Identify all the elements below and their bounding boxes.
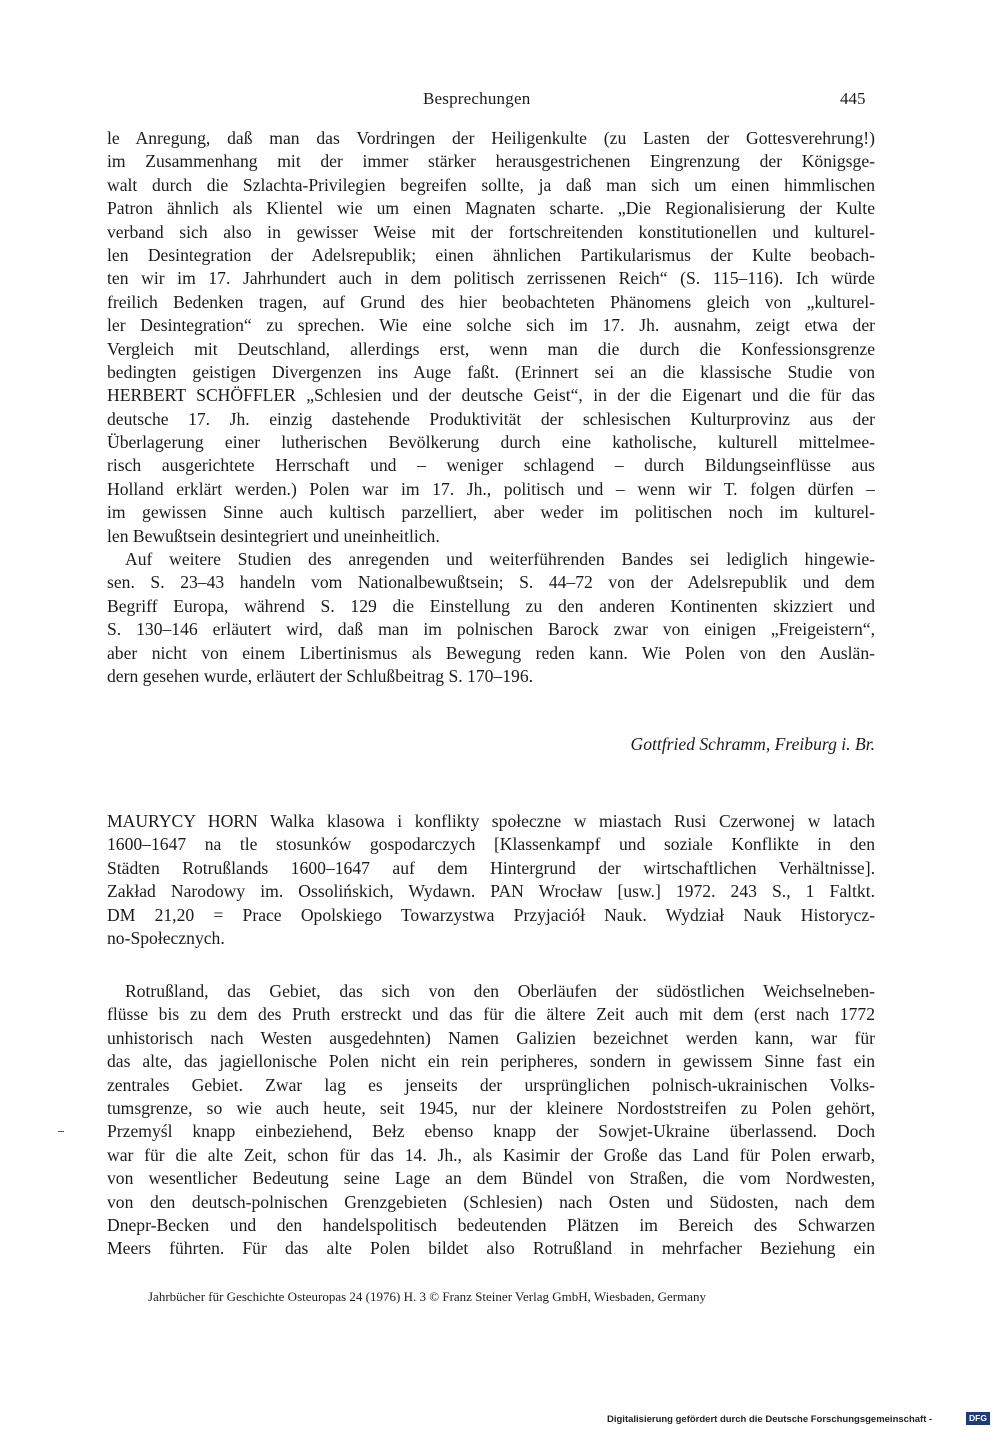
- text-line: Przemyśl knapp einbeziehend, Bełz ebenso knapp der Sowjet-Ukraine überlassend. Doch: [107, 1121, 875, 1142]
- text-line: Dnepr-Becken und den handelspolitisch bedeutenden Plätzen im Bereich des Schwarzen: [107, 1214, 875, 1235]
- page-number: 445: [840, 89, 866, 108]
- review-1-text: [107, 127, 875, 688]
- text-line: Überlagerung einer lutherischen Bevölkerung durch eine katholische, kulturell mittelmee-: [107, 432, 875, 453]
- text-line: zentrales Gebiet. Zwar lag es jenseits der ursprünglichen polnisch-ukrainischen Volks-: [107, 1074, 875, 1095]
- text-line: Vergleich mit Deutschland, allerdings erst, wenn man die durch die Konfessionsgrenze: [107, 338, 875, 359]
- text-line: im gewissen Sinne auch kultisch parzelliert, aber weder im politischen noch im kulturel-: [107, 502, 875, 523]
- text-line: aber nicht von einem Libertinismus als Bewegung reden kann. Wie Polen von den Auslän-: [107, 642, 875, 663]
- text-line: bedingten geistigen Divergenzen ins Auge faßt. (Erinnert sei an die klassische Studie von: [107, 361, 875, 382]
- text-line: sen. S. 23–43 handeln vom Nationalbewußtsein; S. 44–72 von der Adelsrepublik und dem: [107, 572, 875, 593]
- text-line: ler Desintegration“ zu sprechen. Wie eine solche sich im 17. Jh. ausnahm, zeigt etwa der: [107, 315, 875, 336]
- review-2-citation: [107, 810, 875, 950]
- citation-line: MAURYCY HORN Walka klasowa i konflikty społeczne w miastach Rusi Czerwonej w latach: [107, 811, 875, 831]
- text-line: verband sich also in gewisser Weise mit der fortschreitenden konstitutionellen und kulturel-: [107, 221, 875, 242]
- text-line: im Zusammenhang mit der immer stärker herausgestrichenen Eingrenzung der Königsge-: [107, 151, 875, 172]
- text-line: len Bewußtsein desintegriert und uneinheitlich.: [107, 525, 440, 546]
- text-line: Begriff Europa, während S. 129 die Einstellung zu den anderen Kontinenten skizziert und: [107, 595, 875, 616]
- text-line: HERBERT SCHÖFFLER „Schlesien und der deutsche Geist“, in der die Eigenart und die für das: [107, 385, 875, 406]
- text-line: von den deutsch-polnischen Grenzgebieten (Schlesien) nach Osten und Südosten, nach dem: [107, 1191, 875, 1212]
- margin-mark: [58, 1131, 64, 1132]
- text-line: freilich Bedenken tragen, auf Grund des hier beobachteten Phänomens gleich von „kulturel-: [107, 291, 875, 312]
- text-line: tumsgrenze, so wie auch heute, seit 1945, nur der kleinere Nordoststreifen zu Polen gehört,: [107, 1097, 875, 1118]
- text-line: len Desintegration der Adelsrepublik; einen ähnlichen Partikularismus der Kulte beobach-: [107, 244, 875, 265]
- text-line: dern gesehen wurde, erläutert der Schlußbeitrag S. 170–196.: [107, 665, 534, 686]
- text-line: von wesentlicher Bedeutung seine Lage an dem Bündel von Straßen, die vom Nordwesten,: [107, 1168, 875, 1189]
- citation-line: Städten Rotrußlands 1600–1647 auf dem Hintergrund der wirtschaftlichen Verhältnisse].: [107, 857, 875, 878]
- text-line: Meers führten. Für das alte Polen bildet also Rotrußland in mehrfacher Beziehung ein: [107, 1238, 875, 1259]
- dfg-logo: DFG: [966, 1412, 990, 1425]
- text-line: ten wir im 17. Jahrhundert auch in dem politisch zerrissenen Reich“ (S. 115–116). Ich würde: [107, 268, 875, 289]
- text-line: deutsche 17. Jh. einzig dastehende Produktivität der schlesischen Kulturprovinz aus der: [107, 408, 875, 429]
- text-line: risch ausgerichtete Herrschaft und – weniger schlagend – durch Bildungseinflüsse aus: [107, 455, 875, 476]
- text-line: Auf weitere Studien des anregenden und weiterführenden Bandes sei lediglich hingewie-: [125, 549, 875, 570]
- text-line: Rotrußland, das Gebiet, das sich von den Oberläufen der südöstlichen Weichselneben-: [125, 981, 875, 1001]
- reviewer-signature: Gottfried Schramm, Freiburg i. Br.: [630, 734, 875, 754]
- citation-line: DM 21,20 = Prace Opolskiego Towarzystwa Przyjaciół Nauk. Wydział Nauk Historycz-: [107, 904, 875, 925]
- digitization-note: Digitalisierung gefördert durch die Deutsche Forschungsgemeinschaft -: [607, 1414, 933, 1425]
- text-line: das alte, das jagiellonische Polen nicht ein rein peripheres, sondern in gewissem Sinne fast ein: [107, 1051, 875, 1072]
- review-2-text: [107, 980, 875, 1261]
- text-line: Holland erklärt werden.) Polen war im 17. Jh., politisch und – wenn wir T. folgen dürfen –: [107, 478, 875, 499]
- text-line: war für die alte Zeit, schon für das 14. Jh., als Kasimir der Große das Land für Polen erwarb,: [107, 1144, 875, 1165]
- text-line: Patron ähnlich als Klientel wie um einen Magnaten scharte. „Die Regionalisierung der Kulte: [107, 198, 875, 219]
- text-line: S. 130–146 erläutert wird, daß man im polnischen Barock zwar von einigen „Freigeistern“,: [107, 619, 875, 640]
- text-line: flüsse bis zu dem des Pruth erstreckt und das für die ältere Zeit auch mit dem (erst nach 1772: [107, 1004, 875, 1025]
- citation-line: 1600–1647 na tle stosunków gospodarczych [Klassenkampf und soziale Konflikte in den: [107, 834, 875, 855]
- text-line: le Anregung, daß man das Vordringen der Heiligenkulte (zu Lasten der Gottesverehrung!): [107, 128, 875, 148]
- citation-line: no-Społecznych.: [107, 927, 225, 948]
- citation-line: Zakład Narodowy im. Ossolińskich, Wydawn. PAN Wrocław [usw.] 1972. 243 S., 1 Faltkt.: [107, 881, 875, 902]
- text-line: walt durch die Szlachta-Privilegien begreifen sollte, ja daß man sich um einen himmlischen: [107, 174, 875, 195]
- text-line: unhistorisch nach Westen ausgedehnten) Namen Galizien bezeichnet werden kann, war für: [107, 1027, 875, 1048]
- running-title: Besprechungen: [423, 89, 531, 108]
- journal-footer: Jahrbücher für Geschichte Osteuropas 24 (1976) H. 3 © Franz Steiner Verlag GmbH, Wiesbaden, Germany: [148, 1289, 706, 1304]
